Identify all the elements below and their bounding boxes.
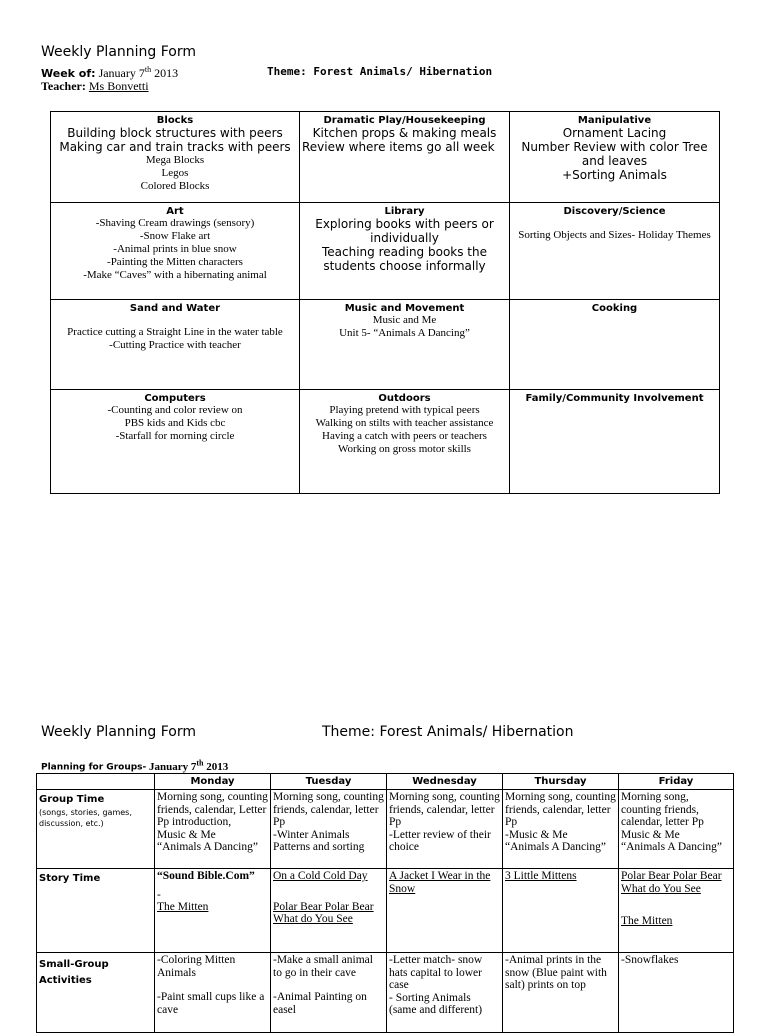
table-cell: “Sound Bible.Com” - The Mitten — [155, 869, 271, 953]
center-line: -Make “Caves” with a hibernating animal — [83, 269, 267, 282]
center-title: Art — [166, 206, 184, 218]
center-title: Family/Community Involvement — [525, 392, 704, 404]
center-line: Making car and train tracks with peers — [59, 140, 291, 154]
center-line: Working on gross motor skills — [338, 442, 471, 455]
center-title: Computers — [144, 392, 206, 404]
center-line: Building block structures with peers — [67, 126, 283, 140]
center-line: Legos — [161, 167, 189, 179]
planning-label: Planning for Groups- — [41, 762, 147, 773]
planning-for-groups — [41, 758, 228, 773]
table-cell: -Coloring Mitten Animals -Paint small cups like a cave — [155, 953, 271, 1033]
center-line: Having a catch with peers or teachers — [322, 429, 487, 442]
week-of-label: Week of: — [41, 67, 96, 80]
corner-header — [37, 774, 155, 790]
center-blocks — [51, 112, 300, 203]
center-line: Music and Me — [372, 314, 437, 327]
day-header: Wednesday — [387, 774, 503, 790]
center-title: Blocks — [156, 115, 194, 126]
theme-heading-2: Theme: Forest Animals/ Hibernation — [322, 724, 574, 740]
center-title: Discovery/Science — [563, 206, 666, 218]
center-computers — [51, 389, 300, 493]
row-label: Group Time — [39, 794, 105, 805]
center-line: Playing pretend with typical peers — [329, 403, 480, 416]
center-line: +Sorting Animals — [562, 168, 667, 182]
row-header — [37, 953, 155, 1033]
center-library — [300, 203, 510, 300]
center-art — [51, 203, 300, 300]
center-line: -Cutting Practice with teacher — [109, 339, 241, 352]
center-line: Teaching reading books the students choose informally — [321, 245, 487, 274]
center-line: Number Review with color Tree and leaves — [521, 140, 708, 168]
table-cell: Morning song, counting friends, calendar, letter Pp -Winter Animals Patterns and sorting — [271, 790, 387, 869]
table-row — [37, 869, 734, 953]
day-header: Monday — [155, 774, 271, 790]
table-cell: Morning song, counting friends, calendar, letter Pp -Music & Me “Animals A Dancing” — [503, 790, 619, 869]
center-line: Mega Blocks — [145, 154, 205, 166]
center-line: Practice cutting a Straight Line in the water table — [67, 326, 283, 339]
center-title: Dramatic Play/Housekeeping — [323, 115, 486, 126]
center-line: -Animal prints in blue snow — [113, 243, 237, 256]
teacher — [41, 79, 149, 94]
table-cell: On a Cold Cold Day Polar Bear Polar Bear What do You See — [271, 869, 387, 953]
table-row — [37, 953, 734, 1033]
center-family-community — [510, 389, 720, 493]
day-header: Thursday — [503, 774, 619, 790]
weekly-groups-table — [36, 773, 734, 1033]
center-line: -Snow Flake art — [139, 230, 211, 243]
row-label: Story Time — [39, 873, 101, 884]
table-cell: Morning song, counting friends, calendar, Letter Pp introduction, Music & Me “Animals A Dancing” — [155, 790, 271, 869]
center-line: Unit 5- “Animals A Dancing” — [339, 327, 470, 340]
center-manipulative — [510, 112, 720, 203]
planning-date: January 7th 2013 — [149, 758, 229, 773]
center-sand-water — [51, 300, 300, 389]
week-of-value: January 7th 2013 — [98, 65, 179, 80]
row-sublabel: (songs, stories, games, discussion, etc.) — [39, 807, 132, 828]
row-label: Small-Group Activities — [39, 959, 109, 986]
center-title: Sand and Water — [129, 303, 221, 315]
row-header — [37, 869, 155, 953]
center-title: Cooking — [591, 303, 638, 315]
table-cell: 3 Little Mittens — [503, 869, 619, 953]
center-line: Walking on stilts with teacher assistance — [315, 416, 494, 429]
theme-heading: Theme: Forest Animals/ Hibernation — [267, 65, 493, 78]
table-cell: Polar Bear Polar Bear What do You See The Mitten — [619, 869, 734, 953]
table-cell: -Make a small animal to go in their cave -Animal Painting on easel — [271, 953, 387, 1033]
center-dramatic-play — [300, 112, 510, 203]
center-line: Review where items go all week — [302, 140, 495, 154]
center-title: Library — [384, 206, 425, 218]
center-line: PBS kids and Kids cbc — [124, 416, 226, 429]
table-cell: Morning song, counting friends, calendar, letter Pp -Letter review of their choice — [387, 790, 503, 869]
center-line: -Shaving Cream drawings (sensory) — [95, 217, 255, 230]
center-title: Manipulative — [577, 115, 652, 126]
center-discovery-science — [510, 203, 720, 300]
table-cell: -Letter match- snow hats capital to lower case - Sorting Animals (same and different) — [387, 953, 503, 1033]
table-cell: Morning song, counting friends, calendar, letter Pp Music & Me “Animals A Dancing” — [619, 790, 734, 869]
center-line: Exploring books with peers or individually — [315, 217, 494, 246]
row-header — [37, 790, 155, 869]
centers-table — [50, 111, 720, 494]
center-line: Sorting Objects and Sizes- Holiday Themes — [518, 229, 711, 242]
day-header: Tuesday — [271, 774, 387, 790]
center-music-movement — [300, 300, 510, 389]
table-row — [37, 790, 734, 869]
center-line: Colored Blocks — [140, 180, 210, 192]
center-line: Ornament Lacing — [562, 126, 667, 140]
center-title: Outdoors — [378, 392, 431, 404]
center-line: Kitchen props & making meals — [312, 126, 497, 140]
table-cell: A Jacket I Wear in the Snow — [387, 869, 503, 953]
table-cell: -Animal prints in the snow (Blue paint with salt) prints on top — [503, 953, 619, 1033]
table-cell: -Snowflakes — [619, 953, 734, 1033]
center-outdoors — [300, 389, 510, 493]
form-title-2: Weekly Planning Form — [41, 724, 197, 740]
center-cooking — [510, 300, 720, 389]
day-header: Friday — [619, 774, 734, 790]
center-line: -Starfall for morning circle — [115, 429, 235, 442]
center-title: Music and Movement — [344, 303, 465, 315]
center-line: -Counting and color review on — [107, 403, 243, 416]
center-line: -Painting the Mitten characters — [107, 256, 243, 269]
teacher-label: Teacher: — [41, 79, 86, 93]
form-title: Weekly Planning Form — [41, 44, 197, 60]
teacher-name: Ms Bonvetti — [88, 79, 149, 93]
